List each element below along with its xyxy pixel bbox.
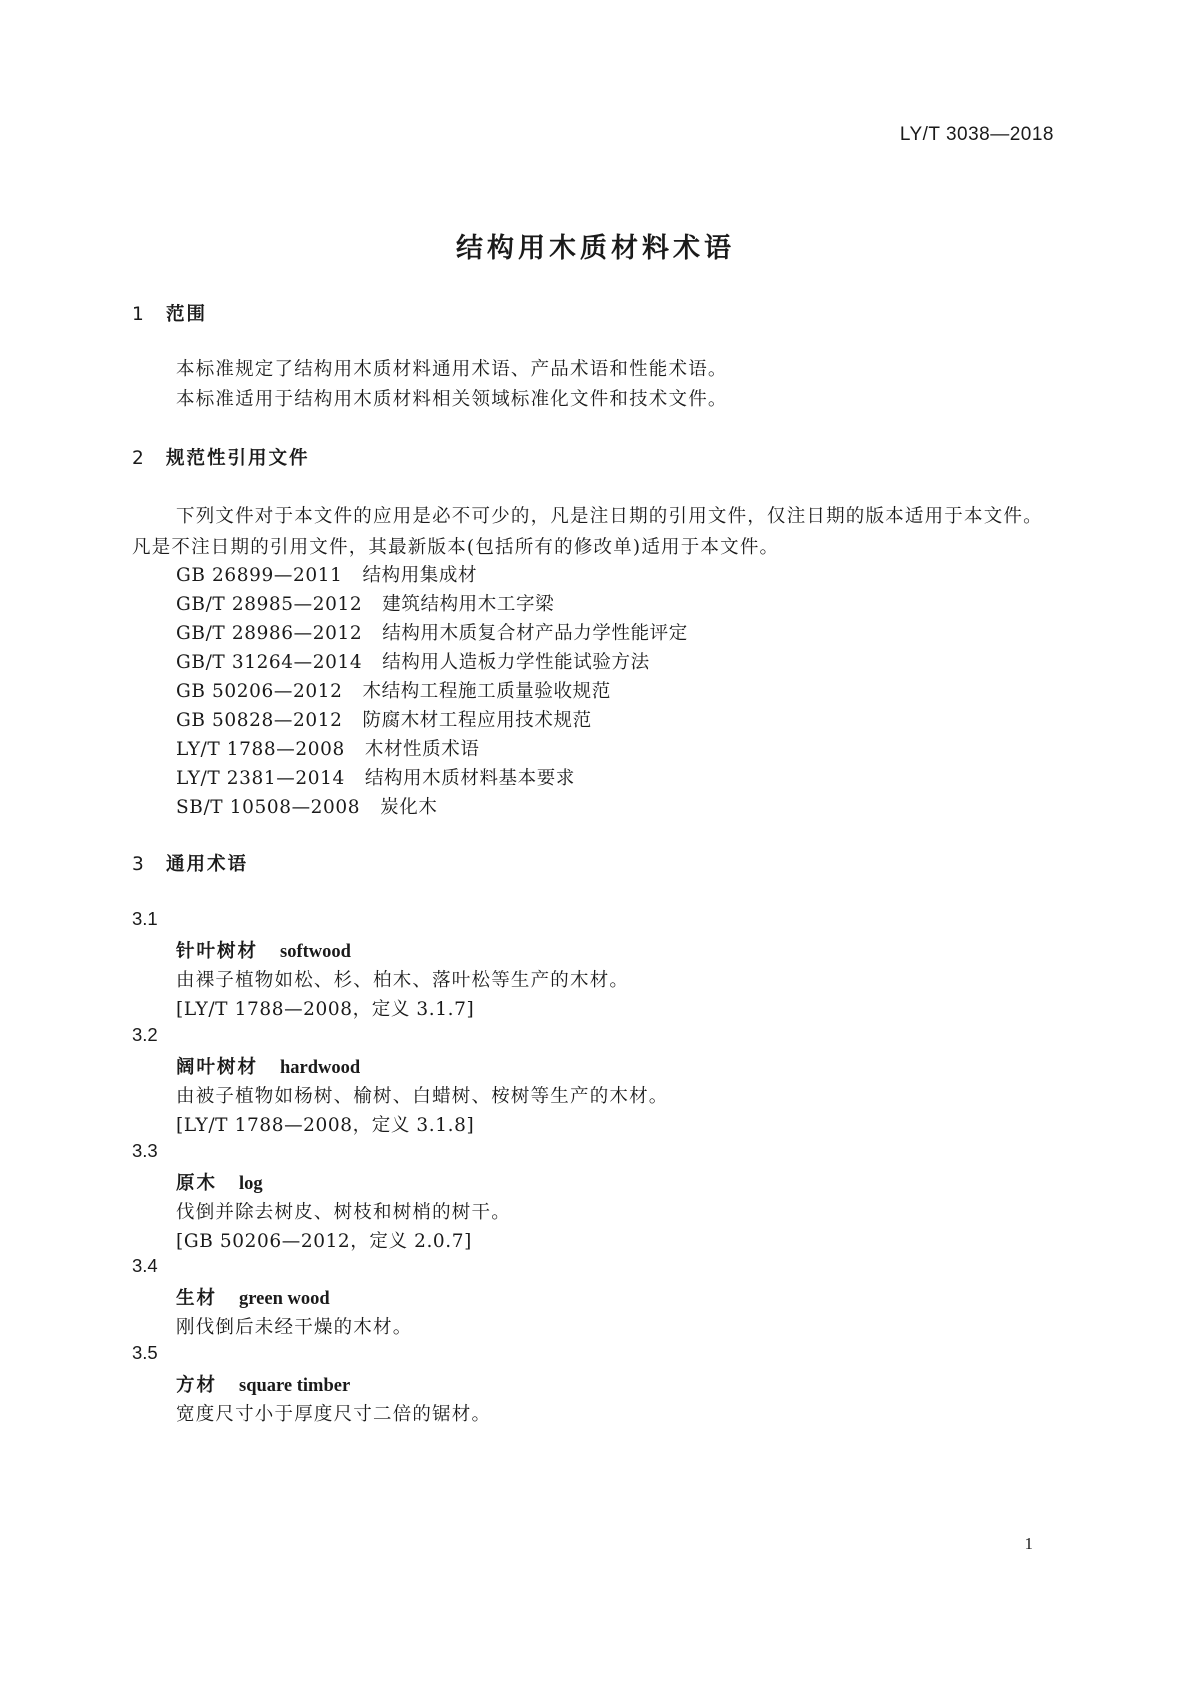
term-definition: 由裸子植物如松、杉、柏木、落叶松等生产的木材。 [176,970,630,991]
reference-code: SB/T 10508—2008 [176,797,361,818]
term-title [176,1371,350,1397]
reference-title: 结构用集成材 [362,565,478,586]
term-definition: 宽度尺寸小于厚度尺寸二倍的锯材。 [176,1404,492,1425]
reference-title: 建筑结构用木工字梁 [382,594,555,615]
reference-code: GB 50206—2012 [176,681,343,702]
term-definition: 刚伐倒后未经干燥的木材。 [176,1317,413,1338]
references-intro: 下列文件对于本文件的应用是必不可少的，凡是注日期的引用文件，仅注日期的版本适用于本文件。凡是不注日期的引用文件，其最新版本(包括所有的修改单)适用于本文件。 [132,506,1043,558]
term-zh: 生材 [176,1288,218,1309]
reference-title: 结构用人造板力学性能试验方法 [382,652,650,673]
reference-code: GB/T 31264—2014 [176,652,363,673]
reference-code: LY/T 1788—2008 [176,739,345,760]
term-title [176,937,351,963]
reference-item [176,706,592,732]
term-number: 3.5 [132,1342,158,1363]
scope-paragraph: 本标准适用于结构用木质材料相关领域标准化文件和技术文件。 [176,389,728,410]
reference-title: 结构用木质复合材产品力学性能评定 [382,623,688,644]
reference-title: 木材性质术语 [364,739,480,760]
reference-item [176,793,437,819]
reference-code: GB/T 28986—2012 [176,623,363,644]
term-source: [LY/T 1788—2008，定义 3.1.8] [176,1115,475,1136]
reference-title: 炭化木 [380,797,438,818]
reference-title: 木结构工程施工质量验收规范 [362,681,611,702]
reference-title: 防腐木材工程应用技术规范 [362,710,592,731]
reference-title: 结构用木质材料基本要求 [364,768,575,789]
reference-code: GB 50828—2012 [176,710,343,731]
section-title: 规范性引用文件 [166,448,310,469]
section-number: 1 [132,304,146,325]
term-number: 3.2 [132,1024,158,1045]
term-en: hardwood [280,1058,361,1078]
section-title: 通用术语 [166,854,249,875]
section-title: 范围 [166,304,208,325]
reference-item [176,561,477,587]
term-zh: 原木 [176,1173,218,1194]
term-definition: 由被子植物如杨树、榆树、白蜡树、桉树等生产的木材。 [176,1086,669,1107]
term-title [176,1284,330,1310]
reference-item [176,677,611,703]
term-zh: 阔叶树材 [176,1057,259,1078]
reference-item [176,735,479,761]
page-number: 1 [1024,1534,1033,1553]
document-title: 结构用木质材料术语 [456,233,735,264]
term-definition: 伐倒并除去树皮、树枝和树梢的树干。 [176,1202,511,1223]
section-1-heading [132,300,207,326]
reference-item [176,590,554,616]
section-number: 2 [132,448,146,469]
section-3-heading [132,850,248,876]
reference-item [176,764,575,790]
reference-code: GB 26899—2011 [176,565,343,586]
reference-item [176,648,650,674]
standard-code: LY/T 3038—2018 [899,124,1054,145]
scope-paragraph: 本标准规定了结构用木质材料通用术语、产品术语和性能术语。 [176,359,728,380]
term-number: 3.3 [132,1140,158,1161]
term-zh: 针叶树材 [176,941,259,962]
term-en: softwood [280,942,351,962]
term-en: square timber [239,1376,351,1396]
section-2-heading [132,444,310,470]
term-source: [LY/T 1788—2008，定义 3.1.7] [176,999,475,1020]
reference-code: LY/T 2381—2014 [176,768,345,789]
section-number: 3 [132,854,146,875]
term-zh: 方材 [176,1375,218,1396]
term-number: 3.1 [132,908,158,929]
reference-code: GB/T 28985—2012 [176,594,363,615]
term-title [176,1053,360,1079]
term-en: green wood [239,1289,330,1309]
term-number: 3.4 [132,1255,158,1276]
term-source: [GB 50206—2012，定义 2.0.7] [176,1231,472,1252]
term-en: log [239,1174,263,1194]
term-title [176,1169,263,1195]
reference-item [176,619,688,645]
